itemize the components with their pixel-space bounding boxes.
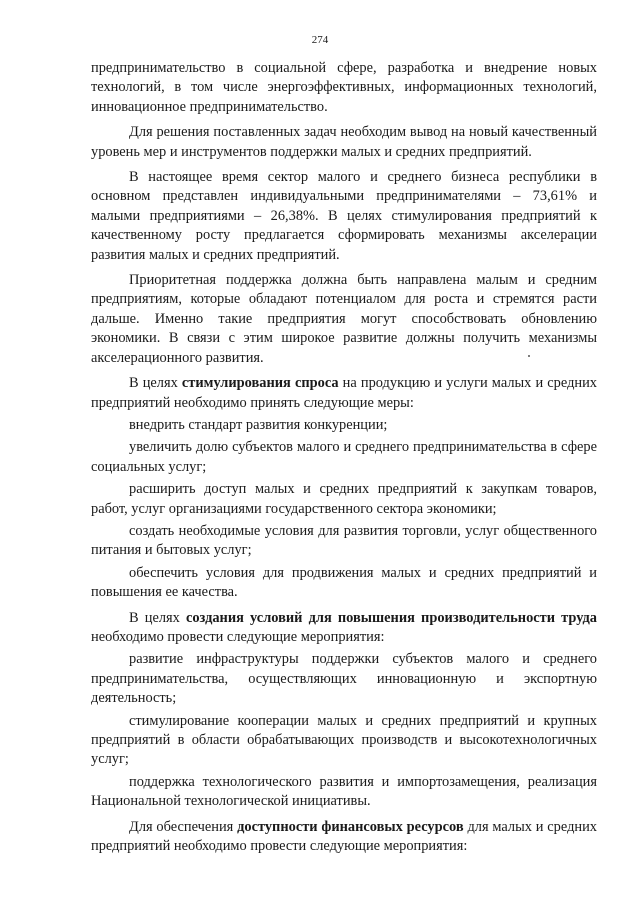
list-item: внедрить стандарт развития конкуренции; bbox=[129, 416, 388, 433]
text: В целях bbox=[129, 375, 182, 392]
list-item: стимулирование кооперации малых и средних предприятий и крупных предприятий в области обрабатывающих производств и высокотехнологичных услуг; bbox=[91, 712, 597, 768]
text: необходимо провести следующие мероприятия: bbox=[91, 628, 385, 645]
list-item: обеспечить условия для продвижения малых и средних предприятий и повышения ее качества. bbox=[91, 564, 597, 601]
text: Для обеспечения bbox=[129, 818, 238, 835]
paragraph: Приоритетная поддержка должна быть направлена малым и средним предприятиям, которые обладают потенциалом для роста и стремятся расти дальше. Именно такие предприятия могут способствовать обновлению экономики. В связи с этим широкое развитие должны получить механизмы акселерационного развития. bbox=[91, 272, 597, 366]
list-item: расширить доступ малых и средних предприятий к закупкам товаров, работ, услуг организациями государственного сектора экономики; bbox=[91, 481, 597, 517]
paragraph: предпринимательство в социальной сфере, разработка и внедрение новых технологий, в том числе энергоэффективных, информационных технологий, инновационное предпринимательство. bbox=[91, 60, 597, 115]
text: В целях bbox=[129, 609, 186, 626]
bold-phrase: стимулирования спроса bbox=[181, 375, 339, 392]
paragraph-productivity bbox=[91, 609, 597, 648]
paragraph: Для решения поставленных задач необходим вывод на новый качественный уровень мер и инструментов поддержки малых и средних предприятий. bbox=[91, 124, 597, 160]
bold-phrase: доступности финансовых ресурсов bbox=[237, 818, 464, 835]
text: на продукцию и услуги малых и средних предприятий необходимо принять следующие меры: bbox=[91, 375, 597, 411]
list-item: создать необходимые условия для развития торговли, услуг общественного питания и бытовых услуг; bbox=[91, 522, 597, 559]
paragraph-financial-resources bbox=[91, 818, 597, 857]
paragraph: В настоящее время сектор малого и среднего бизнеса республики в основном представлен индивидуальными предпринимателями – 73,61% и малыми предприятиями – 26,38%. В целях стимулирования предприятий к качественному росту предлагается сформировать механизмы акселерации развития малых и средних предприятий. bbox=[91, 169, 597, 263]
text: для малых и средних предприятий необходимо провести следующие мероприятия: bbox=[91, 818, 597, 855]
bold-phrase: создания условий для повышения производительности труда bbox=[185, 609, 597, 626]
scan-speck bbox=[528, 355, 530, 357]
list-item: развитие инфраструктуры поддержки субъектов малого и среднего предпринимательства, осуществляющих инновационную и экспортную деятельность; bbox=[91, 651, 597, 707]
page-number: 274 bbox=[311, 34, 329, 46]
list-item: увеличить долю субъектов малого и среднего предпринимательства в сфере социальных услуг; bbox=[91, 439, 597, 475]
list-item: поддержка технологического развития и импортозамещения, реализация Национальной технологической инициативы. bbox=[91, 773, 597, 810]
paragraph-stimulating-demand bbox=[91, 374, 597, 413]
document-body bbox=[91, 59, 597, 856]
